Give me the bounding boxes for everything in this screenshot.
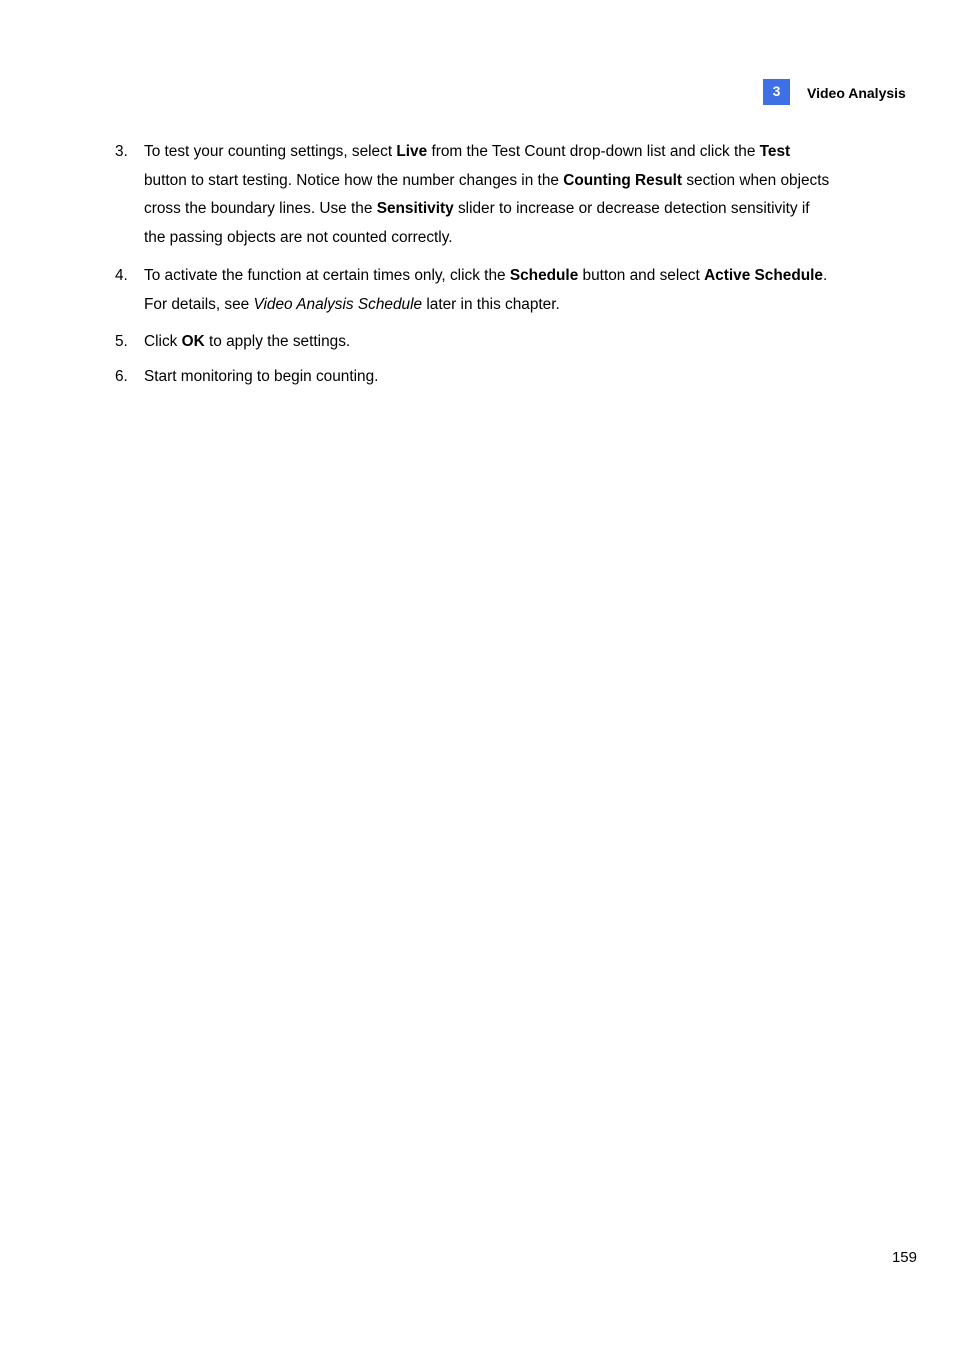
ui-term-active-schedule: Active Schedule bbox=[704, 266, 823, 284]
ui-term-live: Live bbox=[396, 143, 428, 160]
step-number: 6. bbox=[115, 367, 128, 385]
step-text: Start monitoring to begin counting. bbox=[144, 367, 379, 385]
step-4 bbox=[115, 262, 835, 319]
step-number: 3. bbox=[115, 143, 128, 160]
step-3 bbox=[115, 138, 835, 253]
instruction-steps bbox=[115, 138, 835, 392]
step-text: Click OK to apply the settings. bbox=[144, 333, 351, 351]
chapter-title: Video Analysis bbox=[807, 85, 906, 101]
step-5 bbox=[115, 328, 835, 357]
cross-reference: Video Analysis Schedule bbox=[253, 295, 423, 313]
ui-term-sensitivity: Sensitivity bbox=[376, 200, 454, 218]
ui-term-ok: OK bbox=[181, 333, 205, 351]
step-6 bbox=[115, 363, 835, 392]
step-text: To activate the function at certain times only, click the Schedule button and select Active Schedule. For details, see Video Analysis Schedule later in this chapter. bbox=[144, 266, 828, 313]
step-number: 4. bbox=[115, 266, 128, 284]
step-text: To test your counting settings, select Live from the Test Count drop-down list and click the Test button to start testing. Notice how the number changes in the Counting Result section when objects cross the boundary lines. Use the Sensitivity slider to increase or decrease detection sensitivity if the passing objects are not counted correctly. bbox=[144, 143, 830, 247]
ui-term-counting-result: Counting Result bbox=[563, 171, 683, 189]
step-number: 5. bbox=[115, 333, 128, 351]
ui-term-test: Test bbox=[759, 143, 791, 160]
ui-term-schedule: Schedule bbox=[509, 266, 579, 284]
chapter-number-badge: 3 bbox=[763, 79, 790, 105]
page-number: 159 bbox=[891, 1249, 917, 1266]
